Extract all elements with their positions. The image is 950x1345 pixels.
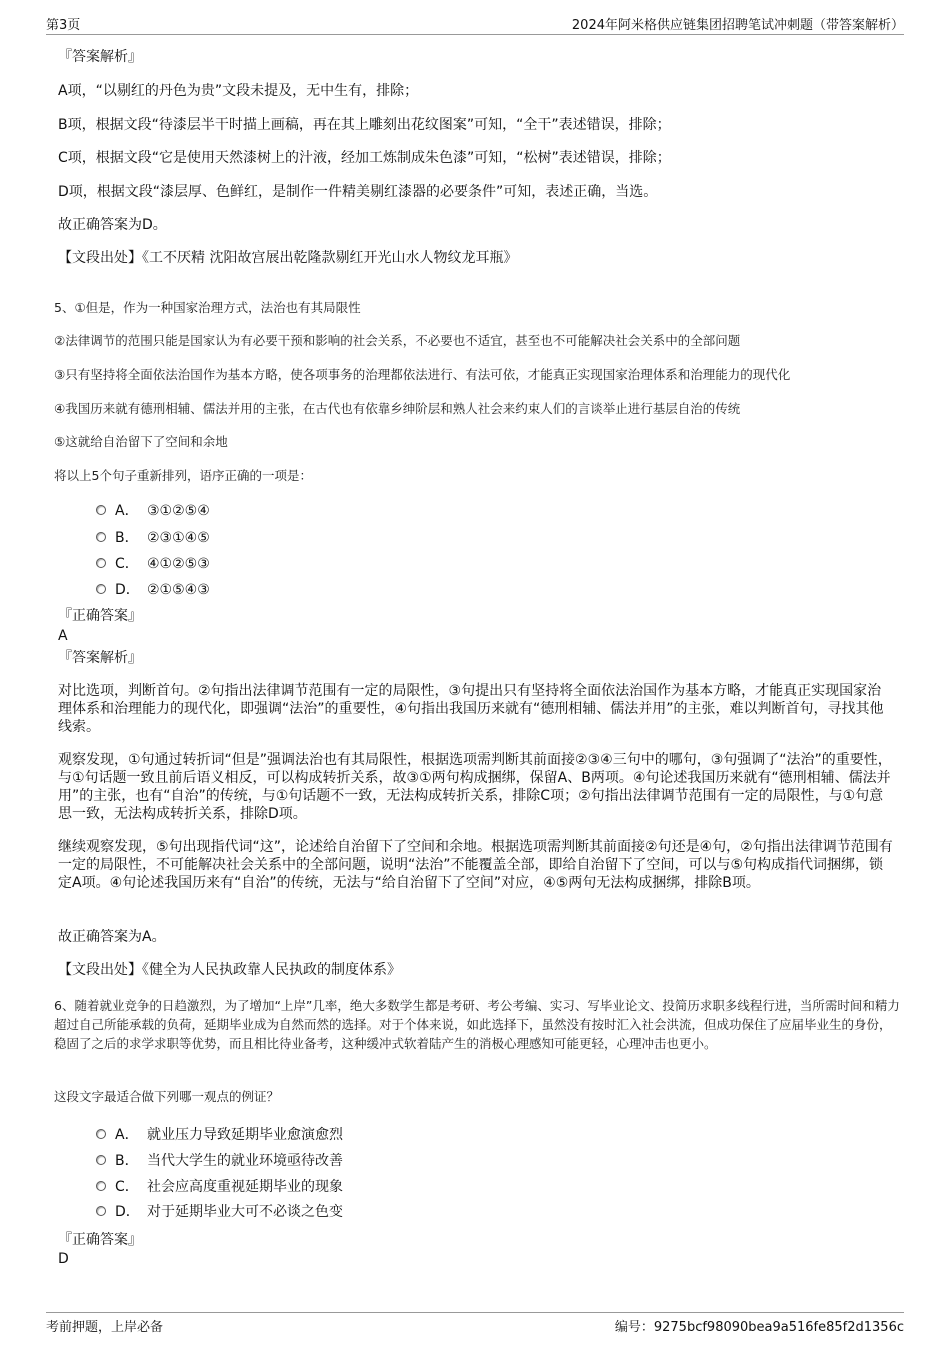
- q5-question: 将以上5个句子重新排列，语序正确的一项是：: [54, 468, 312, 483]
- q4-analysis-a: A项，“以剔红的丹色为贵”文段未提及，无中生有，排除；: [58, 83, 419, 99]
- radio-icon[interactable]: [96, 532, 106, 542]
- radio-icon[interactable]: [96, 558, 106, 568]
- footer-slogan: 考前押题，上岸必备: [46, 1320, 164, 1335]
- q5-analysis-p2: 观察发现，①句通过转折词“但是”强调法治也有其局限性，根据选项需判断其前面接②③④三句中的哪句，③句强调了“法治”的重要性，与①句话题一致且前后语义相反，可以构成转折关系，故③①两句构成捆绑，保留A、B两项。④句论述我国历来就有“德刑相辅、儒法并用”的主张，也有“自治”的传统，与①句话题不一致，无法构成转折关系，排除C项；②句指出法律调节范围有一定的局限性，与①句意思一致，无法构成转折关系，排除D项。: [58, 752, 892, 822]
- radio-icon[interactable]: [96, 1181, 106, 1191]
- q5-analysis-label: 『答案解析』: [58, 650, 142, 666]
- q6-answer: D: [58, 1251, 69, 1267]
- q5-option-b[interactable]: B． ②③①④⑤: [96, 529, 210, 547]
- q6-answer-label: 『正确答案』: [58, 1232, 142, 1248]
- q4-analysis-b: B项，根据文段“待漆层半干时描上画稿，再在其上雕刻出花纹图案”可知，“全干”表述错误，排除；: [58, 117, 671, 133]
- q4-analysis-d: D项，根据文段“漆层厚、色鲜红，是制作一件精美剔红漆器的必要条件”可知，表述正确，当选。: [58, 184, 658, 200]
- q6-option-a[interactable]: A． 就业压力导致延期毕业愈演愈烈: [96, 1126, 343, 1144]
- q4-analysis-c: C项，根据文段“它是使用天然漆树上的汁液，经加工炼制成朱色漆”可知，“松树”表述错误，排除；: [58, 150, 671, 166]
- q5-conclusion: 故正确答案为A。: [58, 929, 166, 945]
- q5-sentence-2: ②法律调节的范围只能是国家认为有必要干预和影响的社会关系，不必要也不适宜，甚至也不可能解决社会关系中的全部问题: [54, 333, 741, 348]
- document-title: 2024年阿米格供应链集团招聘笔试冲刺题（带答案解析）: [571, 18, 904, 33]
- q5-option-d[interactable]: D． ②①⑤④③: [96, 581, 210, 599]
- q5-source: 【文段出处】《健全为人民执政靠人民执政的制度体系》: [58, 962, 401, 978]
- q5-sentence-1: 5、①但是，作为一种国家治理方式，法治也有其局限性: [54, 300, 361, 315]
- page-footer: [46, 1312, 904, 1335]
- q5-sentence-5: ⑤这就给自治留下了空间和余地: [54, 434, 228, 449]
- q5-analysis-p3: 继续观察发现，⑤句出现指代词“这”，论述给自治留下了空间和余地。根据选项需判断其前面接②句还是④句，②句指出法律调节范围有一定的局限性，不可能解决社会关系中的全部问题，说明“法治”不能覆盖全部，即给自治留下了空间，可以与⑤句构成指代词捆绑，锁定A项。④句论述我国历来有“自治”的传统，无法与“给自治留下了空间”对应，④⑤两句无法构成捆绑，排除B项。: [58, 839, 893, 891]
- q5-option-c[interactable]: C． ④①②⑤③: [96, 555, 210, 573]
- q6-stem: 6、随着就业竞争的日趋激烈，为了增加“上岸”几率，绝大多数学生都是考研、考公考编、实习、写毕业论文、投简历求职多线程行进，当所需时间和精力超过自己所能承载的负荷，延期毕业成为自然而然的选择。对于个体来说，如此选择下，虽然没有按时汇入社会洪流，但成功保住了应届毕业生的身份，稳固了之后的求学求职等优势，而且相比待业备考，这种缓冲式软着陆产生的消极心理感知可能更轻，心理冲击也更小。: [54, 998, 900, 1051]
- q5-sentence-3: ③只有坚持将全面依法治国作为基本方略，使各项事务的治理都依法进行、有法可依，才能真正实现国家治理体系和治理能力的现代化: [54, 367, 791, 382]
- q6-option-c[interactable]: C． 社会应高度重视延期毕业的现象: [96, 1178, 343, 1196]
- q6-option-b[interactable]: B． 当代大学生的就业环境亟待改善: [96, 1152, 343, 1170]
- q5-sentence-4: ④我国历来就有德刑相辅、儒法并用的主张，在古代也有依靠乡绅阶层和熟人社会来约束人们的言谈举止进行基层自治的传统: [54, 401, 741, 416]
- q4-conclusion: 故正确答案为D。: [58, 217, 167, 233]
- q6-question: 这段文字最适合做下列哪一观点的例证？: [54, 1089, 280, 1104]
- page-number: 第3页: [46, 18, 81, 33]
- q6-option-d[interactable]: D． 对于延期毕业大可不必谈之色变: [96, 1203, 343, 1221]
- page-header: [46, 14, 904, 35]
- q5-answer: A: [58, 628, 68, 644]
- q4-source: 【文段出处】《工不厌精 沈阳故宫展出乾隆款剔红开光山水人物纹龙耳瓶》: [58, 250, 518, 266]
- document-id: 编号：9275bcf98090bea9a516fe85f2d1356c: [614, 1320, 904, 1335]
- radio-icon[interactable]: [96, 1129, 106, 1139]
- radio-icon[interactable]: [96, 1155, 106, 1165]
- radio-icon[interactable]: [96, 505, 106, 515]
- radio-icon[interactable]: [96, 1206, 106, 1216]
- q5-analysis-p1: 对比选项，判断首句。②句指出法律调节范围有一定的局限性，③句提出只有坚持将全面依法治国作为基本方略，才能真正实现国家治理体系和治理能力的现代化，即强调“法治”的重要性，④句指出我国历来就有“德刑相辅、儒法并用”的主张，难以判断首句，寻找其他线索。: [58, 683, 884, 735]
- q5-option-a[interactable]: A． ③①②⑤④: [96, 502, 210, 520]
- q4-analysis-label: 『答案解析』: [58, 49, 142, 65]
- radio-icon[interactable]: [96, 584, 106, 594]
- q5-answer-label: 『正确答案』: [58, 608, 142, 624]
